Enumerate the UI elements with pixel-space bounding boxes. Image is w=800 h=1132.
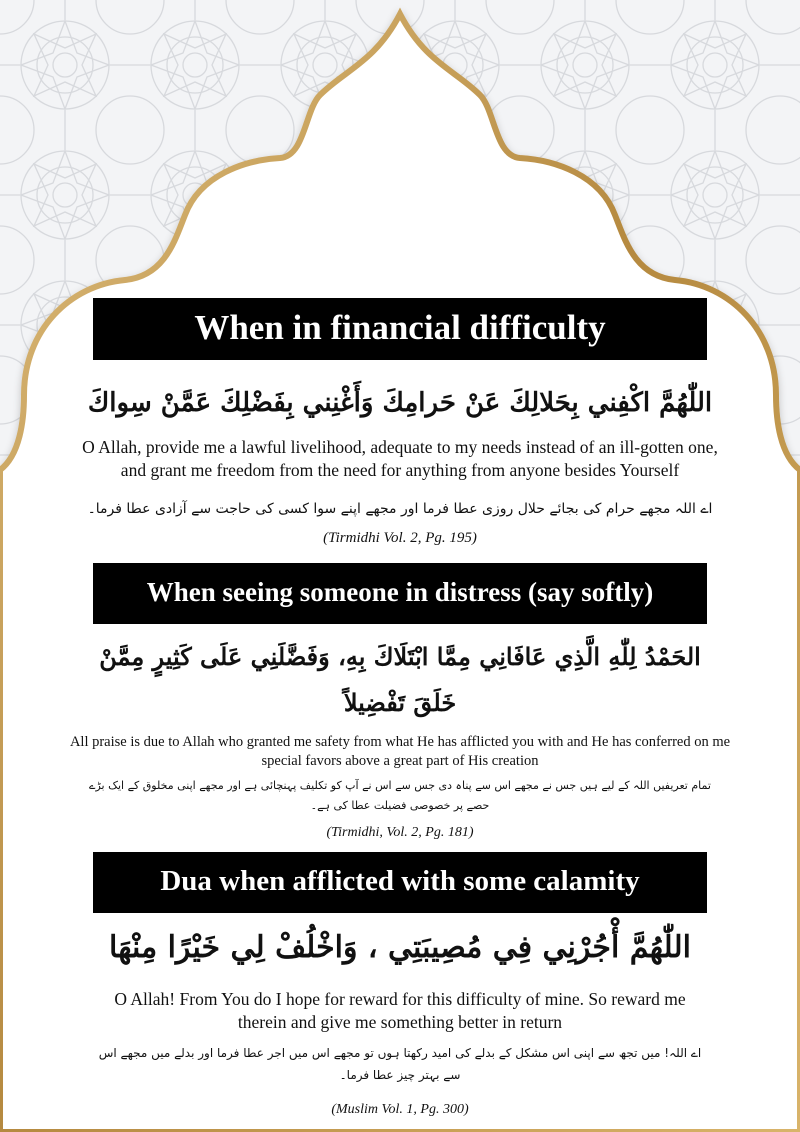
arabic-dua-calamity: اللّٰهُمَّ أْجُرْنِي فِي مُصِيبَتِي ، وَاخْلُفْ لِي خَيْرًا مِنْهَا xyxy=(109,930,691,965)
urdu-line: سے بہتر چیز عطا فرما۔ xyxy=(339,1068,461,1082)
section-title-distress: When seeing someone in distress (say softly) xyxy=(93,563,707,624)
english-translation-distress xyxy=(15,733,785,771)
arabic-dua-distress xyxy=(40,634,760,726)
arabic-line: الحَمْدُ لِلّٰهِ الَّذِي عَافَانِي مِمَّا ابْتَلَاكَ بِهِ، وَفَضَّلَنِي عَلَى كَثِيرٍ مِمَّنْ xyxy=(99,642,701,671)
urdu-translation-calamity xyxy=(40,1042,760,1086)
urdu-line: اے اللہ مجھے حرام کی بجائے حلال روزی عطا فرما اور مجھے اپنے سوا کسی کی حاجت سے آزادی عطا فرما۔ xyxy=(87,501,713,517)
section-title-financial: When in financial difficulty xyxy=(93,298,707,360)
urdu-line: تمام تعریفیں اللہ کے لیے ہیں جس نے مجھے اس سے پناہ دی جس سے اس نے آپ کو تکلیف پہنچائی ہے اور مجھے اپنی مخلوق کے ایک بڑے xyxy=(89,779,711,792)
reference-financial: (Tirmidhi Vol. 2, Pg. 195) xyxy=(323,530,477,546)
arabic-dua-financial: اللّٰهُمَّ اكْفِني بِحَلالِكَ عَنْ حَرامِكَ وَأَغْنِني بِفَضْلِكَ عَمَّنْ سِواكَ xyxy=(87,388,713,418)
urdu-line: حصے پر خصوصی فضیلت عطا کی ہے۔ xyxy=(310,799,490,812)
english-line: O Allah, provide me a lawful livelihood, adequate to my needs instead of an ill-gotten one, xyxy=(82,437,718,457)
english-line: and grant me freedom from the need for anything from anyone besides Yourself xyxy=(120,460,680,480)
arabic-line: خَلَقَ تَفْضِيلاً xyxy=(343,688,457,717)
urdu-line: اے اللہ! میں تجھ سے اپنی اس مشکل کے بدلے کی امید رکھتا ہوں تو مجھے اس میں اجر عطا فرما اور بدلے میں مجھے اس xyxy=(98,1046,702,1060)
english-line: therein and give me something better in return xyxy=(237,1012,563,1032)
urdu-translation-financial xyxy=(40,497,760,521)
reference-calamity: (Muslim Vol. 1, Pg. 300) xyxy=(331,1102,469,1117)
urdu-translation-distress xyxy=(30,776,770,816)
english-translation-calamity xyxy=(20,988,780,1034)
reference-distress: (Tirmidhi, Vol. 2, Pg. 181) xyxy=(326,825,474,840)
english-line: special favors above a great part of His creation xyxy=(261,753,539,769)
section-title-calamity: Dua when afflicted with some calamity xyxy=(93,852,707,913)
english-line: All praise is due to Allah who granted me safety from what He has afflicted you with and He has conferred on me xyxy=(69,734,731,750)
english-line: O Allah! From You do I hope for reward for this difficulty of mine. So reward me xyxy=(114,989,686,1009)
english-translation-financial xyxy=(20,436,780,482)
